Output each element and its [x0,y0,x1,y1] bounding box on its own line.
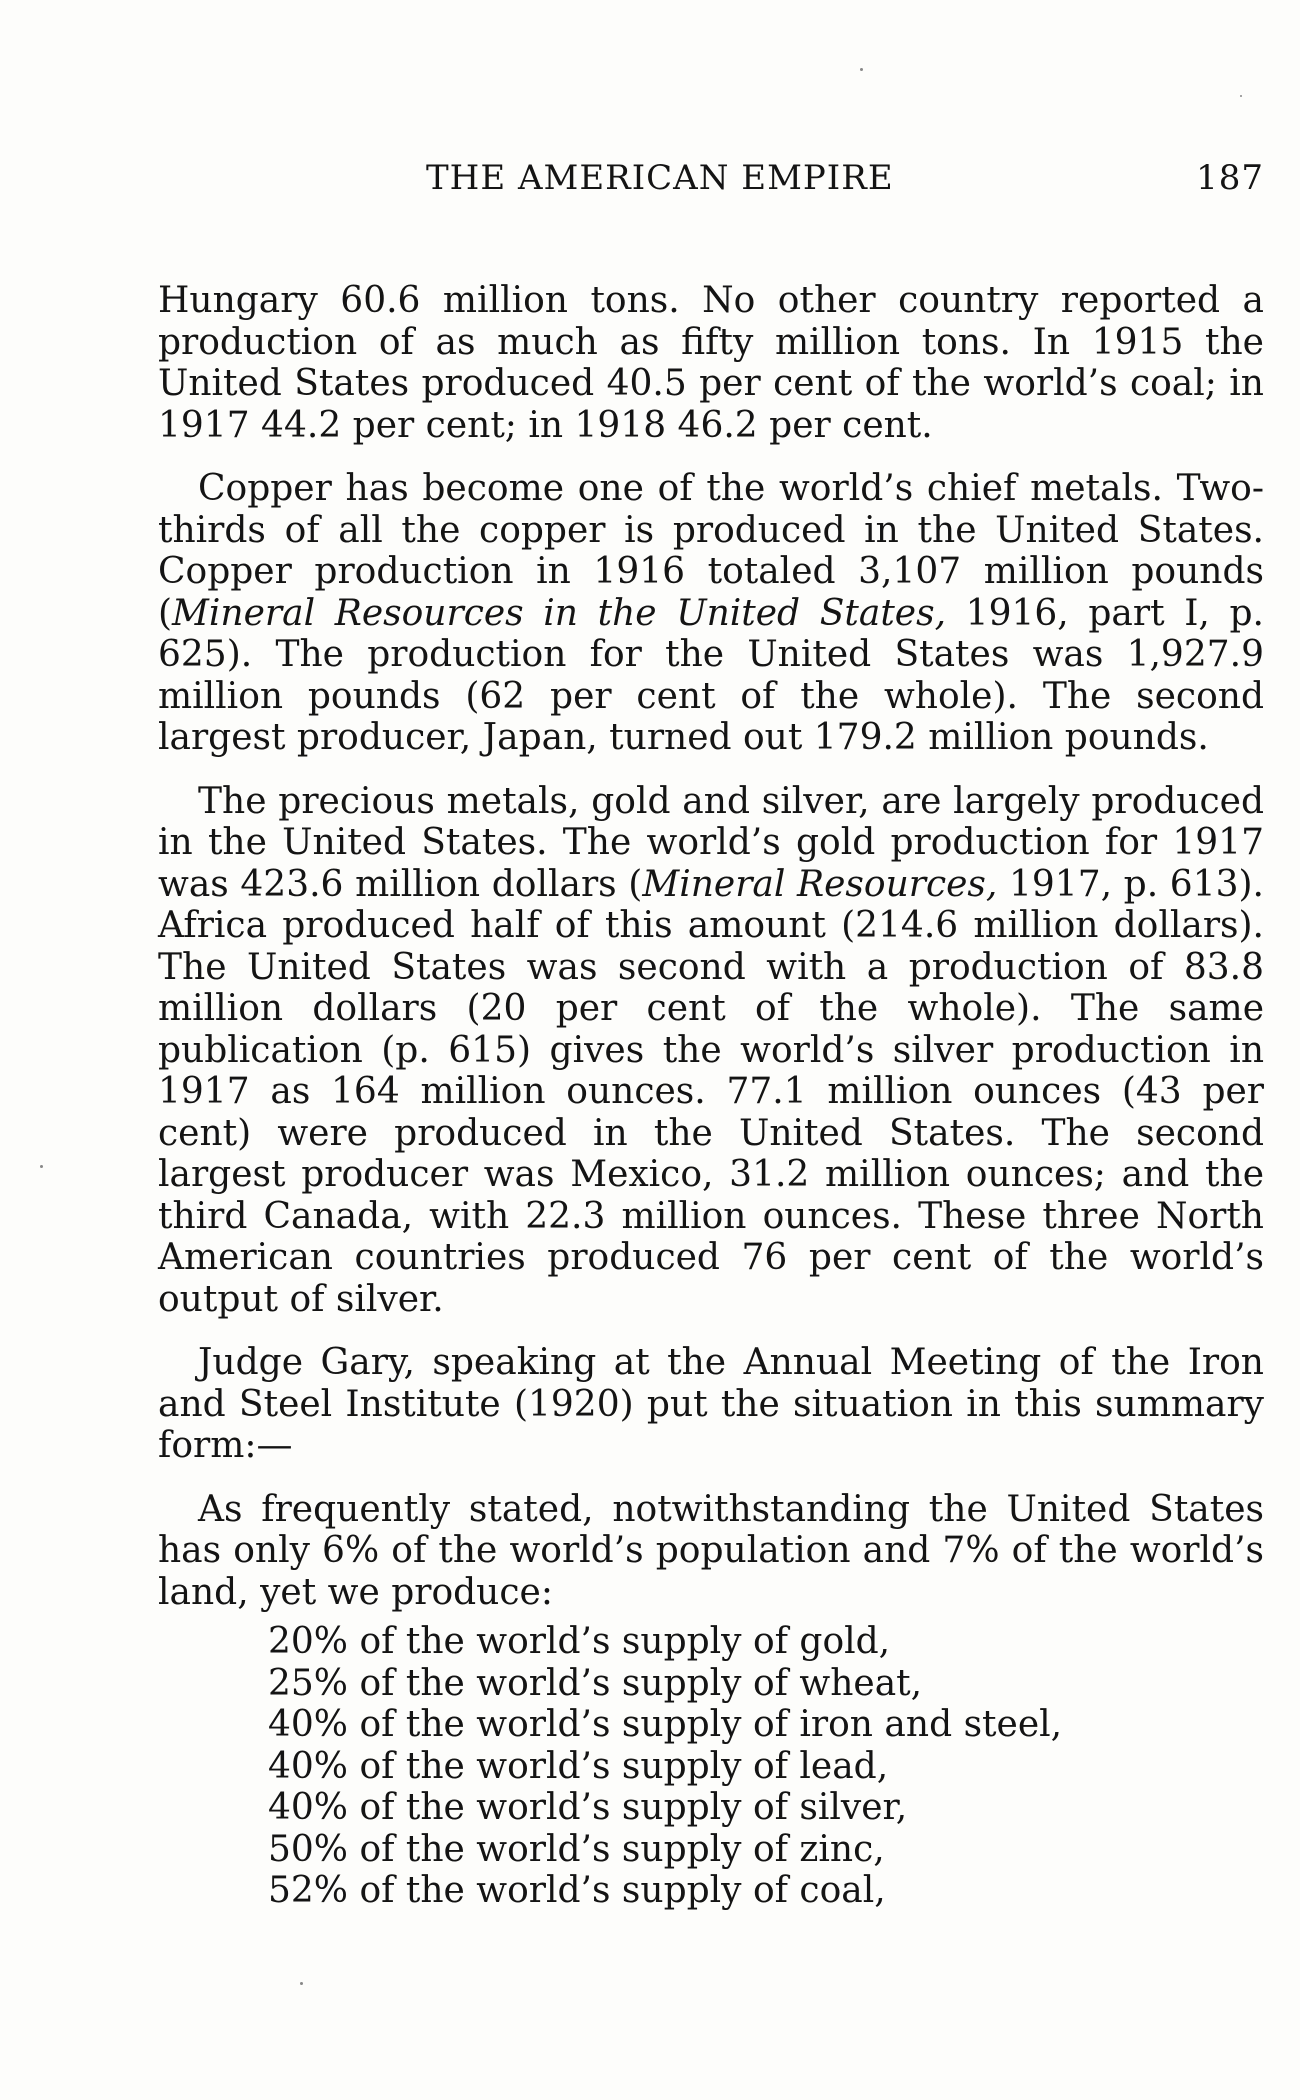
body-text [158,280,1264,1912]
supply-list-item: 20% of the world’s supply of gold, [268,1621,891,1662]
paragraph-coal [158,280,1264,446]
running-title: THE AMERICAN EMPIRE [426,158,894,198]
paragraph-copper [158,468,1264,759]
supply-list [268,1621,1264,1912]
running-header [158,158,1264,206]
text-run: As frequently stated, notwithstanding the United States has only 6% of the world’s population and 7% of the world’s land, yet we produce: [158,1488,1264,1613]
supply-list-item: 40% of the world’s supply of iron and steel, [268,1704,1063,1745]
text-run: 1917, p. 613). Africa produced half of this amount (214.6 million dollars). The United States was second with a production of 83.8 million dollars (20 per cent of the whole). The same publication (p. 615) gives the world’s silver production in 1917 as 164 million ounces. 77.1 million ounces (43 per cent) were produced in the United States. The second largest producer was Mexico, 31.2 million ounces; and the third Canada, with 22.3 million ounces. These three North American countries produced 76 per cent of the world’s output of silver. [158,863,1264,1320]
scan-speck [1240,95,1242,97]
italic-citation: Mineral Resources, [642,863,998,905]
text-run: Judge Gary, speaking at the Annual Meeting of the Iron and Steel Institute (1920) put the situation in this summary form:— [158,1342,1264,1466]
text-run: Hungary 60.6 million tons. No other country reported a production of as much as fifty million tons. In 1915 the United States produced 40.5 per cent of the world’s coal; in 1917 44.2 per cent; in 1918 46.2 per cent. [158,280,1264,446]
scan-speck [860,68,863,71]
paragraph-precious-metals [158,781,1264,1321]
supply-list-item: 25% of the world’s supply of wheat, [268,1662,923,1704]
italic-citation: Mineral Resources in the United States, [172,592,947,634]
text-run: Copper has become one of the world’s chief metals. Two-thirds of all the copper is produced in the United States. Copper production in 1916 totaled 3,107 million pounds ( [158,468,1264,634]
scan-speck [300,1982,303,1985]
paragraph-judge-gary [158,1342,1264,1467]
supply-list-item: 40% of the world’s supply of lead, [268,1745,889,1787]
supply-list-item: 40% of the world’s supply of silver, [268,1787,908,1828]
page-number: 187 [1196,158,1264,198]
text-run: 1916, part I, p. 625). The production for the United States was 1,927.9 million pounds (62 per cent of the whole). The second largest producer, Japan, turned out 179.2 million pounds. [158,592,1264,758]
supply-list-item: 50% of the world’s supply of zinc, [268,1828,885,1870]
text-run: The precious metals, gold and silver, are largely produced in the United States. The world’s gold production for 1917 was 423.6 million dollars ( [158,780,1264,905]
supply-list-item: 52% of the world’s supply of coal, [268,1870,886,1911]
scan-speck [40,1165,43,1168]
paragraph-quotation [158,1489,1264,1614]
